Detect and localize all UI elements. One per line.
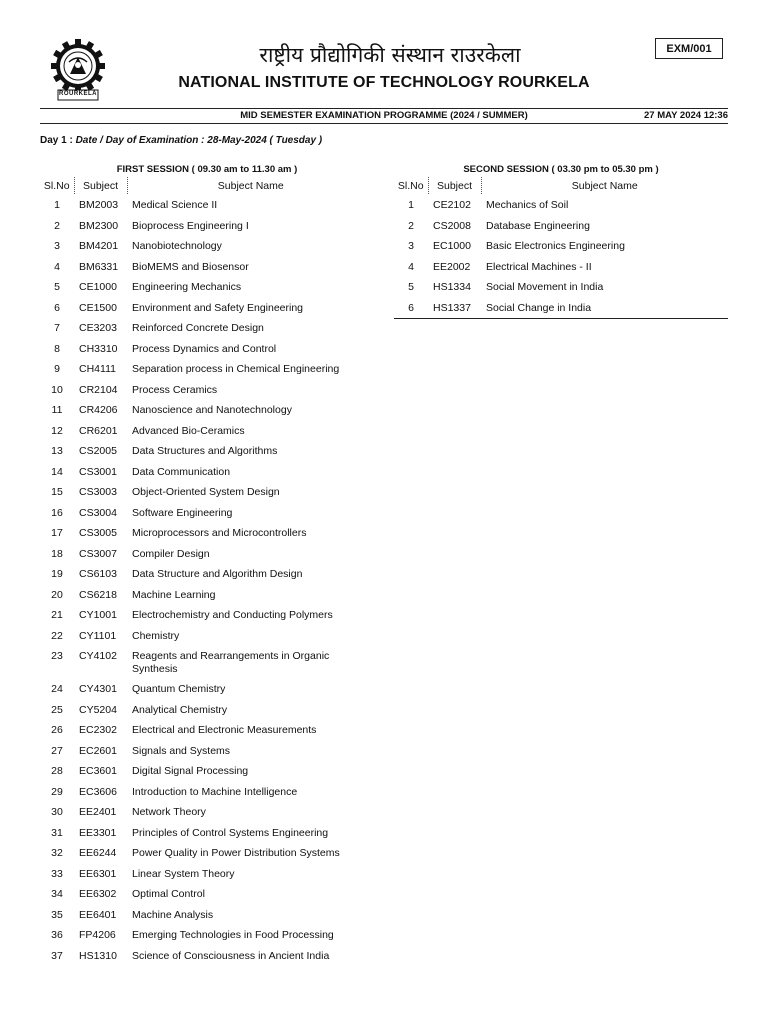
row-subject-name: Reinforced Concrete Design [132, 322, 264, 334]
row-slno: 26 [51, 724, 63, 736]
table-row [40, 257, 374, 278]
table-row [40, 277, 374, 298]
row-subject-name: BioMEMS and Biosensor [132, 260, 249, 273]
second-session-title: SECOND SESSION ( 03.30 pm to 05.30 pm ) [463, 164, 659, 175]
table-row [40, 503, 374, 524]
row-slno: 36 [51, 929, 63, 941]
second-session-rows [394, 194, 728, 319]
row-subject-name: Science of Consciousness in Ancient India [132, 949, 330, 962]
row-subject-code: FP4206 [79, 929, 116, 941]
row-subject-name: Data Structures and Algorithms [132, 445, 278, 457]
row-slno: 5 [408, 281, 414, 293]
row-subject-name: Microprocessors and Microcontrollers [132, 527, 307, 539]
row-subject-name: Database Engineering [486, 219, 590, 232]
header-rule-bottom [40, 123, 728, 124]
first-session-table [40, 162, 374, 986]
table-row [394, 277, 728, 298]
row-slno: 3 [408, 240, 414, 252]
row-subject-code: EC2302 [79, 724, 117, 736]
row-subject-code: CR4206 [79, 404, 118, 416]
table-row [40, 585, 374, 606]
table-row [394, 257, 728, 278]
row-slno: 16 [51, 506, 63, 519]
row-subject-name: Social Movement in India [486, 281, 604, 293]
row-subject-name: Engineering Mechanics [132, 281, 242, 293]
row-subject-name: Digital Signal Processing [132, 765, 249, 777]
row-subject-code: CY4301 [79, 683, 117, 695]
row-subject-name: Advanced Bio-Ceramics [132, 424, 245, 437]
table-row [40, 700, 374, 721]
row-slno: 10 [51, 383, 63, 396]
row-subject-code: CR2104 [79, 383, 118, 396]
row-subject-code: EC1000 [433, 240, 471, 252]
column-header-subject-name: Subject Name [481, 177, 728, 194]
table-row [40, 905, 374, 926]
row-slno: 2 [54, 219, 60, 232]
row-subject-code: CS3005 [79, 527, 117, 539]
exam-day-line [40, 135, 322, 146]
row-subject-code: CS2008 [433, 219, 471, 232]
table-row [40, 523, 374, 544]
table-row [40, 441, 374, 462]
row-slno: 29 [51, 785, 63, 798]
row-subject-code: EE6244 [79, 847, 117, 859]
row-subject-code: CY1001 [79, 609, 117, 621]
row-subject-code: CR6201 [79, 424, 118, 437]
row-subject-code: EE2002 [433, 260, 471, 273]
row-slno: 23 [51, 650, 63, 662]
table-row [40, 679, 374, 700]
row-subject-name: Machine Learning [132, 588, 216, 601]
row-subject-code: EE3301 [79, 826, 117, 839]
generated-timestamp: 27 MAY 2024 12:36 [644, 110, 728, 121]
row-subject-name: Social Change in India [481, 298, 728, 319]
row-subject-name: Medical Science II [132, 199, 218, 211]
row-subject-name: Reagents and Rearrangements in Organic Synthesis [132, 650, 330, 675]
row-slno: 4 [408, 260, 414, 273]
row-slno: 9 [54, 363, 60, 375]
row-slno: 21 [51, 609, 63, 621]
first-session-title: FIRST SESSION ( 09.30 am to 11.30 am ) [116, 164, 298, 175]
table-row [40, 462, 374, 483]
second-session-table [394, 162, 728, 319]
row-subject-name: Electrical and Electronic Measurements [132, 724, 317, 736]
row-subject-code: CS3007 [79, 547, 117, 560]
row-subject-name: Analytical Chemistry [132, 703, 228, 716]
logo-text: ROURKELA [59, 91, 97, 97]
table-row [40, 646, 374, 679]
row-subject-name: Chemistry [132, 629, 180, 642]
table-row [40, 720, 374, 741]
table-row [40, 359, 374, 380]
day-label: Day 1 : [40, 135, 73, 146]
exam-date: Date / Day of Examination : 28-May-2024 ( Tuesday ) [75, 135, 323, 146]
row-subject-name: Process Dynamics and Control [132, 342, 277, 355]
row-subject-name: Linear System Theory [132, 867, 235, 880]
row-slno: 5 [54, 281, 60, 293]
row-subject-code: EE6302 [79, 888, 117, 900]
row-subject-name: Power Quality in Power Distribution Systems [132, 847, 340, 859]
table-row [40, 318, 374, 339]
row-subject-code: CS3001 [79, 465, 117, 478]
column-header-subject-name: Subject Name [127, 177, 374, 194]
row-slno: 1 [408, 199, 414, 211]
document-code: EXM/001 [655, 38, 723, 59]
row-slno: 22 [51, 629, 63, 642]
row-subject-code: CY5204 [79, 703, 117, 716]
row-slno: 7 [54, 322, 60, 334]
institute-logo [42, 38, 114, 104]
row-subject-code: CE3203 [79, 322, 117, 334]
row-slno: 12 [51, 424, 63, 437]
row-subject-name: Object-Oriented System Design [132, 486, 280, 498]
table-row [394, 298, 728, 319]
row-subject-name: Machine Analysis [132, 908, 214, 921]
row-subject-name: Mechanics of Soil [486, 199, 569, 211]
column-header-subject: Subject [74, 177, 127, 194]
row-slno: 4 [54, 260, 60, 273]
row-subject-code: CS6103 [79, 568, 117, 580]
row-subject-name: Data Communication [132, 465, 231, 478]
row-subject-name: Emerging Technologies in Food Processing [132, 929, 334, 941]
row-slno: 25 [51, 703, 63, 716]
column-header-slno: Sl.No [43, 179, 70, 192]
row-slno: 14 [51, 465, 63, 478]
table-row [40, 741, 374, 762]
table-row [394, 194, 728, 216]
row-slno: 8 [54, 342, 60, 355]
row-subject-code: CH3310 [79, 342, 118, 355]
programme-title: MID SEMESTER EXAMINATION PROGRAMME (2024 / SUMMER) [240, 110, 528, 121]
table-row [40, 400, 374, 421]
table-row [40, 823, 374, 844]
row-slno: 3 [54, 240, 60, 252]
row-slno: 35 [51, 908, 63, 921]
row-subject-name: Separation process in Chemical Engineering [132, 363, 340, 375]
row-slno: 6 [394, 298, 428, 319]
table-row [40, 843, 374, 864]
row-subject-code: CE1000 [79, 281, 117, 293]
row-subject-code: EC3601 [79, 765, 117, 777]
row-slno: 32 [51, 847, 63, 859]
institute-name-hindi: राष्ट्रीय प्रौद्योगिकी संस्थान राउरकेला [259, 43, 521, 67]
row-subject-code: CS3004 [79, 506, 117, 519]
row-subject-code: EC3606 [79, 785, 117, 798]
row-subject-code: BM2300 [79, 219, 119, 232]
table-row [40, 864, 374, 885]
row-subject-name: Principles of Control Systems Engineering [132, 826, 329, 839]
row-slno: 37 [51, 949, 63, 962]
row-subject-code: CE2102 [433, 199, 471, 211]
row-subject-code: HS1337 [428, 298, 481, 319]
row-slno: 20 [51, 588, 63, 601]
table-row [40, 605, 374, 626]
row-slno: 18 [51, 547, 63, 560]
row-subject-name: Signals and Systems [132, 744, 231, 757]
row-subject-code: CE1500 [79, 301, 117, 314]
row-subject-name: Optimal Control [132, 888, 205, 900]
table-row [40, 884, 374, 905]
row-subject-name: Electrochemistry and Conducting Polymers [132, 609, 333, 621]
row-subject-name: Introduction to Machine Intelligence [132, 785, 298, 798]
table-row [40, 194, 374, 216]
table-row [40, 544, 374, 565]
row-slno: 31 [51, 826, 63, 839]
row-subject-name: Software Engineering [132, 506, 233, 519]
row-subject-name: Bioprocess Engineering I [132, 219, 249, 232]
table-row [40, 339, 374, 360]
row-subject-name: Network Theory [132, 806, 206, 818]
table-row [40, 782, 374, 803]
table-row [40, 482, 374, 503]
row-subject-code: CY1101 [79, 629, 117, 642]
row-subject-code: EE2401 [79, 806, 117, 818]
row-subject-name: Quantum Chemistry [132, 683, 226, 695]
row-subject-name: Data Structure and Algorithm Design [132, 568, 303, 580]
row-subject-name: Nanobiotechnology [132, 240, 222, 252]
row-slno: 27 [51, 744, 63, 757]
row-slno: 30 [51, 806, 63, 818]
row-slno: 2 [408, 219, 414, 232]
row-subject-name: Nanoscience and Nanotechnology [132, 404, 292, 416]
table-row [40, 216, 374, 237]
row-subject-code: BM2003 [79, 199, 119, 211]
row-slno: 34 [51, 888, 63, 900]
row-subject-name: Compiler Design [132, 547, 210, 560]
table-row [40, 925, 374, 946]
row-slno: 13 [51, 445, 63, 457]
row-subject-code: EE6301 [79, 867, 117, 880]
row-subject-code: HS1310 [79, 949, 117, 962]
table-row [40, 421, 374, 442]
row-slno: 15 [51, 486, 63, 498]
row-subject-code: BM4201 [79, 240, 119, 252]
row-subject-code: HS1334 [433, 281, 471, 293]
row-subject-name: Process Ceramics [132, 383, 218, 396]
row-subject-name: Basic Electronics Engineering [486, 240, 625, 252]
table-row [394, 216, 728, 237]
row-subject-code: EC2601 [79, 744, 117, 757]
row-subject-code: CY4102 [79, 650, 117, 662]
table-row [40, 236, 374, 257]
table-filler-row [40, 966, 374, 986]
column-header-slno: Sl.No [397, 179, 424, 192]
table-row [40, 626, 374, 647]
table-row [40, 946, 374, 967]
row-slno: 19 [51, 568, 63, 580]
table-row [40, 380, 374, 401]
header-rule-top [40, 108, 728, 109]
row-subject-code: CS2005 [79, 445, 117, 457]
table-row [40, 298, 374, 319]
row-slno: 6 [54, 301, 60, 314]
row-subject-name: Electrical Machines - II [486, 260, 592, 273]
row-slno: 1 [54, 199, 60, 211]
row-subject-code: CS6218 [79, 588, 117, 601]
table-row [40, 761, 374, 782]
row-slno: 28 [51, 765, 63, 777]
row-slno: 24 [51, 683, 63, 695]
table-row [394, 236, 728, 257]
row-subject-code: CS3003 [79, 486, 117, 498]
row-subject-code: BM6331 [79, 260, 119, 273]
row-subject-code: EE6401 [79, 908, 117, 921]
table-row [40, 564, 374, 585]
row-subject-code: CH4111 [79, 363, 116, 375]
row-slno: 17 [51, 527, 63, 539]
row-subject-name: Environment and Safety Engineering [132, 301, 304, 314]
row-slno: 33 [51, 867, 63, 880]
column-header-subject: Subject [428, 177, 481, 194]
row-slno: 11 [51, 404, 63, 416]
first-session-rows [40, 194, 374, 986]
institute-name-english: NATIONAL INSTITUTE OF TECHNOLOGY ROURKELA [178, 74, 590, 91]
table-row [40, 802, 374, 823]
